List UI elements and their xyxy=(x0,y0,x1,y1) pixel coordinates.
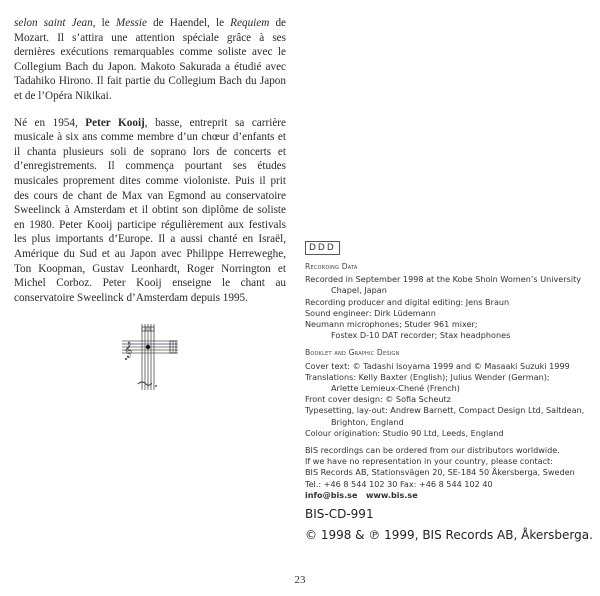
booklet-design-section xyxy=(305,347,595,439)
text-run: Peter Kooij xyxy=(85,116,145,129)
booklet-design-line: Cover text: © Tadashi Isoyama 1999 and © Masaaki Suzuki 1999 xyxy=(305,360,570,371)
contact-line: BIS recordings can be ordered from our distributors worldwide. xyxy=(305,445,560,456)
catalogue-number: BIS-CD-991 xyxy=(305,507,374,522)
recording-data-line: Sound engineer: Dirk Lüdemann xyxy=(305,307,436,318)
text-run: selon saint Jean xyxy=(14,17,93,29)
website-link[interactable]: www.bis.se xyxy=(365,489,418,500)
booklet-design-line: Arlette Lemieux-Chené (French) xyxy=(331,383,460,394)
contact-line: Tel.: +46 8 544 102 30 Fax: +46 8 544 102 40 xyxy=(305,478,493,489)
booklet-design-heading: Booklet and Graphic Design xyxy=(305,348,400,358)
booklet-design-line: Brighton, England xyxy=(331,416,404,427)
booklet-design-line: Front cover design: © Sofia Scheutz xyxy=(305,394,451,405)
recording-data-section xyxy=(305,261,595,341)
recording-data-heading: Recording Data xyxy=(305,262,358,271)
biography-column xyxy=(14,16,286,317)
credits-column xyxy=(305,241,595,543)
contact-line: If we have no representation in your country, please contact: xyxy=(305,456,553,467)
biography-paragraph-kooij xyxy=(14,116,286,306)
copyright-notice: © 1998 & ℗ 1999, BIS Records AB, Åkersberga. xyxy=(305,528,593,543)
musical-cross-illustration xyxy=(120,324,182,396)
recording-data-line: Neumann microphones; Studer 961 mixer; xyxy=(305,319,478,330)
text-run: , le xyxy=(92,17,116,29)
biography-paragraph-sakurada xyxy=(14,16,286,104)
email-link[interactable]: info@bis.se xyxy=(305,489,358,500)
svg-text:𝄞: 𝄞 xyxy=(124,342,133,358)
ddd-badge: DDD xyxy=(305,241,340,255)
text-run: Messie xyxy=(115,17,147,29)
contact-line: BIS Records AB, Stationsvägen 20, SE-184 50 Åkersberga, Sweden xyxy=(305,467,575,478)
recording-data-line: Recorded in September 1998 at the Kobe Shoin Women’s University xyxy=(305,274,582,285)
recording-data-line: Chapel, Japan xyxy=(331,285,387,296)
booklet-design-line: Colour origination: Studio 90 Ltd, Leeds, England xyxy=(305,427,504,438)
text-run: , basse, entreprit sa carrière musicale à six ans comme membre d’un chœur d’enfants et il chanta plusieurs soli de soprano lors de concerts et d’enregistrements. Il commença pourtant ses études musicales proprement dites comme violoniste. Puis il prit des cours de chant de Max van Egmond au conservatoire Sweelinck à Amsterdam et il obtint son diplôme de soliste en 1980. Peter Kooij participe régulièrement aux festivals les plus importants d’Europe. Il a aussi chanté en Israël, Amérique du Sud et au Japon avec Philippe Herreweghe, Ton Koopman, Gustav Leonhardt, Roger Norrington et Michel Corboz. Peter Kooij enseigne le chant au conservatoire Sweelinck d’Amsterdam depuis 1995. xyxy=(14,116,286,304)
recording-data-line: Fostex D-10 DAT recorder; Stax headphones xyxy=(331,330,511,341)
recording-data-line: Recording producer and digital editing: Jens Braun xyxy=(305,296,510,307)
text-run: Requiem xyxy=(230,17,270,29)
text-run: de Haendel, le xyxy=(146,17,231,29)
contact-section xyxy=(305,445,595,501)
text-run: de Mozart. Il s’attira une attention spéciale grâce à ses dernières exécutions remarquables comme soliste avec le Collegium Bach du Japon. Makoto Sakurada a étudié avec Tadahiko Hirono. Il fait partie du Collegium Bach du Japon et de l’Opéra Nikikai. xyxy=(14,17,286,102)
booklet-design-line: Typesetting, lay-out: Andrew Barnett, Compact Design Ltd, Saltdean, xyxy=(305,405,585,416)
text-run: Né en 1954, xyxy=(14,116,86,129)
musical-staff-cross-icon xyxy=(120,324,182,396)
booklet-design-line: Translations: Kelly Baxter (English); Julius Wender (German); xyxy=(305,371,550,382)
contact-links xyxy=(305,490,595,501)
page-number: 23 xyxy=(294,574,306,586)
